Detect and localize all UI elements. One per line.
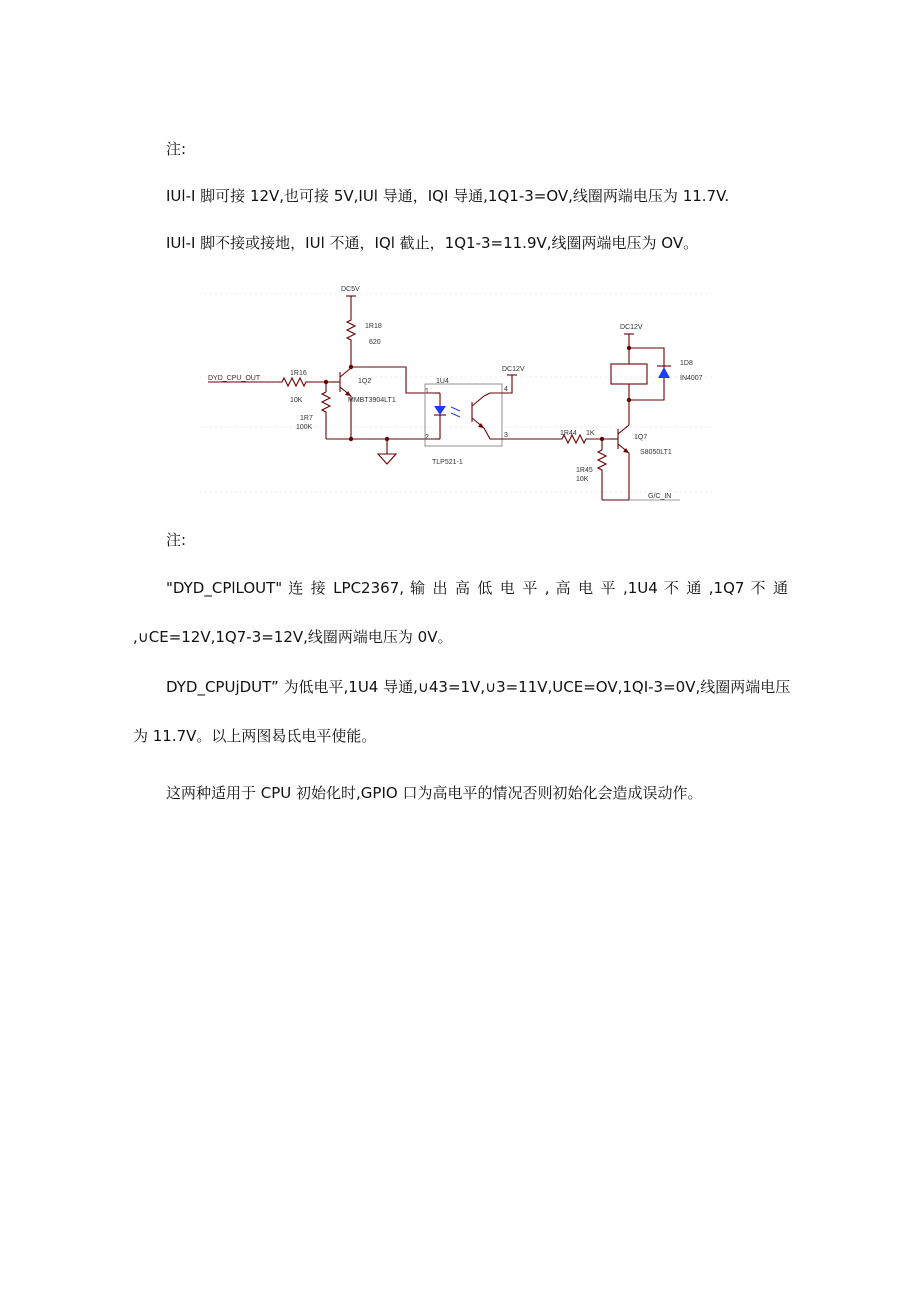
resistor-r7 [322, 392, 330, 439]
r45-value: 10K [576, 476, 589, 483]
resistor-r16 [278, 378, 330, 386]
note2-line2: ,∪CE=12V,1Q7-3=12V,线圈两端电压为 0V。 [133, 628, 453, 646]
u4-pin2: 2 [425, 434, 429, 441]
r44-value: 1K [586, 430, 595, 437]
r16-value: 10K [290, 397, 303, 404]
r7-value: 100K [296, 424, 313, 431]
resistor-r45 [598, 450, 606, 500]
r44-label: 1R44 [560, 430, 577, 437]
relay-coil [611, 364, 647, 384]
q7-label: 1Q7 [634, 434, 648, 441]
note2-line4: 为 11.7V。以上两图曷氐电平使能。 [133, 727, 377, 745]
d8-part: IN4007 [680, 375, 703, 382]
transistor-q7 [610, 425, 629, 453]
circuit-schematic [200, 282, 715, 507]
u4-pin3: 3 [504, 432, 508, 439]
optocoupler-u4 [425, 384, 502, 446]
resistor-r18 [347, 316, 355, 367]
u4-label: 1U4 [436, 378, 449, 385]
summary-line: 这两种适用于 CPU 初始化时,GPIO 口为高电平的情况否则初始化会造成误动作。 [166, 784, 703, 802]
r18-label: 1R18 [365, 323, 382, 330]
r16-label: 1R16 [290, 370, 307, 377]
r18-value: 620 [369, 339, 381, 346]
r45-label: 1R45 [576, 467, 593, 474]
u4-part: TLP521-1 [432, 459, 463, 466]
note1-label: 注: [166, 140, 187, 158]
u4-pin1: 1 [425, 388, 429, 395]
dc12v-a-label: DC12V [502, 366, 525, 373]
q7-part: S8050LT1 [640, 449, 672, 456]
q2-label: 1Q2 [358, 378, 372, 385]
note2-line3: DYD_CPUjDUT” 为低电平,1U4 导通,∪43=1V,∪3=11V,UCE=OV,1QI-3=0V,线圈两端电压 [166, 678, 791, 696]
ground-symbol [378, 439, 396, 464]
q2-part: MMBT3904LT1 [348, 397, 396, 404]
dc12v-b-label: DC12V [620, 324, 643, 331]
input-net-label: DYD_CPU_OUT [208, 375, 261, 382]
d8-label: 1D8 [680, 360, 693, 367]
u4-pin4: 4 [504, 386, 508, 393]
note1-line1: IUl-I 脚可接 12V,也可接 5V,IUl 导通，IQI 导通,1Q1-3=OV,线圈两端电压为 11.7V. [166, 187, 730, 205]
diode-d8 [657, 366, 671, 378]
note2-label: 注: [166, 531, 187, 549]
out-net-label: G/C_IN [648, 493, 672, 500]
note1-line2: IUl-I 脚不接或接地，IUl 不通，IQl 截止，1Q1-3=11.9V,线圈两端电压为 OV。 [166, 234, 699, 252]
r7-label: 1R7 [300, 415, 313, 422]
transistor-q2 [330, 368, 351, 396]
note2-line1: "DYD_CPlLOUT" 连 接 LPC2367, 输 出 高 低 电 平 , 高 电 平 ,1U4 不 通 ,1Q7 不 通 [166, 579, 788, 597]
dc5v-label: DC5V [341, 286, 360, 293]
